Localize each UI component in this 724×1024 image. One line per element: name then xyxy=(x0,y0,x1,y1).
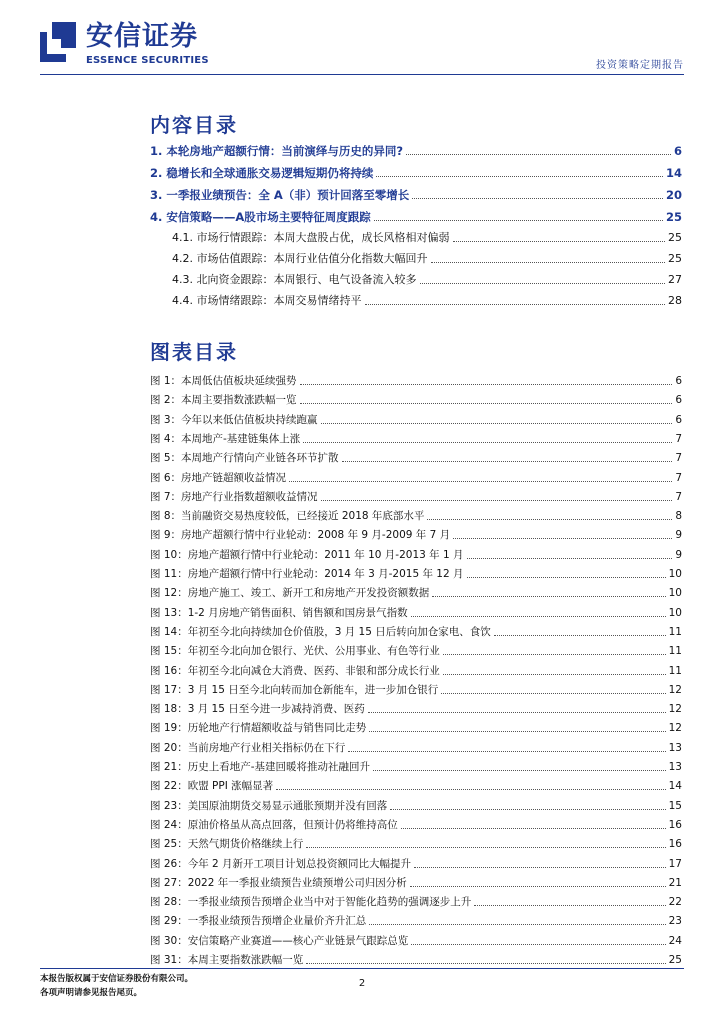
figure-entry-label: 图 6：房地产链超额收益情况 xyxy=(150,471,287,484)
dot-leader xyxy=(453,240,666,242)
figure-entry-page: 14 xyxy=(668,780,682,793)
figure-entry-label: 图 16：年初至今北向减仓大消费、医药、非银和部分成长行业 xyxy=(150,664,440,677)
figure-entry-label: 图 18：3 月 15 日至今进一步减持消费、医药 xyxy=(150,703,365,716)
figure-entry-label: 图 10：房地产超额行情中行业轮动：2011 年 10 月-2013 年 1 月 xyxy=(150,548,464,561)
toc-subentry-page: 27 xyxy=(668,273,682,286)
figure-entry-page: 11 xyxy=(668,664,682,677)
figure-entry-page: 16 xyxy=(668,838,682,851)
figure-entry-label: 图 28：一季报业绩预告预增企业当中对于智能化趋势的强调逐步上升 xyxy=(150,896,472,909)
report-type-label: 投资策略定期报告 xyxy=(596,60,684,71)
figure-entry-label: 图 20：当前房地产行业相关指标仍在下行 xyxy=(150,741,346,754)
figure-entry-label: 图 13：1-2 月房地产销售面积、销售额和国房景气指数 xyxy=(150,606,408,619)
toc-entry[interactable] xyxy=(150,182,682,202)
toc-subentry-page: 28 xyxy=(668,294,682,307)
toc-entry-page: 6 xyxy=(673,144,682,158)
figure-entry-label: 图 8：当前融资交易热度较低，已经接近 2018 年底部水平 xyxy=(150,510,425,523)
figure-entry-page: 12 xyxy=(668,722,682,735)
toc-entry-label: 1. 本轮房地产超额行情：当前演绎与历史的异同? xyxy=(150,144,404,158)
figure-entry[interactable] xyxy=(150,945,682,967)
toc-subentry[interactable] xyxy=(172,225,682,245)
toc-subentry-page: 25 xyxy=(668,252,682,265)
figure-entry-page: 25 xyxy=(668,954,682,966)
dot-leader xyxy=(406,153,671,155)
figure-entry-page: 9 xyxy=(675,529,682,542)
figure-entry-page: 23 xyxy=(668,915,682,928)
figure-entry-page: 11 xyxy=(668,645,682,658)
disclaimer-note: 各项声明请参见报告尾页。 xyxy=(40,988,143,998)
figure-entry-label: 图 31：本周主要指数涨跌幅一览 xyxy=(150,954,304,966)
figure-entry-label: 图 24：原油价格虽从高点回落，但预计仍将维持高位 xyxy=(150,818,398,831)
figure-entry-label: 图 11：房地产超额行情中行业轮动：2014 年 3 月-2015 年 12 月 xyxy=(150,568,464,580)
toc-subentry-page: 25 xyxy=(668,231,682,244)
figure-entry-page: 10 xyxy=(668,587,682,600)
figure-entry-label: 图 4：本周地产-基建链集体上涨 xyxy=(150,432,301,445)
figure-entry-page: 15 xyxy=(668,799,682,812)
figure-entry-page: 22 xyxy=(668,896,682,909)
copyright-note: 本报告版权属于安信证券股份有限公司。 xyxy=(40,974,194,984)
toc-entry[interactable] xyxy=(150,160,682,180)
toc-subentry[interactable] xyxy=(172,267,682,287)
figure-entry-label: 图 7：房地产行业指数超额收益情况 xyxy=(150,490,318,503)
figure-entry-label: 图 17：3 月 15 日至今北向转而加仓新能车，进一步加仓银行 xyxy=(150,683,439,696)
figure-entry-page: 6 xyxy=(675,394,682,407)
figure-entry-page: 13 xyxy=(668,741,682,754)
figure-entry-page: 6 xyxy=(675,413,682,426)
dot-leader xyxy=(412,197,663,199)
toc-subentry-label: 4.3. 北向资金跟踪：本周银行、电气设备流入较多 xyxy=(172,273,417,286)
figure-entry-page: 7 xyxy=(675,490,682,503)
dot-leader xyxy=(365,303,666,305)
figure-entry-label: 图 23：美国原油期货交易显示通胀预期并没有回落 xyxy=(150,799,388,812)
toc-entry-page: 25 xyxy=(665,210,682,224)
figure-entry-page: 11 xyxy=(668,625,682,638)
figure-entry-page: 16 xyxy=(668,818,682,831)
toc-subentry-label: 4.1. 市场行情跟踪：本周大盘股占优，成长风格相对偏弱 xyxy=(172,231,450,244)
report-header xyxy=(0,0,724,80)
brand-name-cn: 安信证券 xyxy=(86,21,198,52)
dot-leader xyxy=(306,962,665,964)
figure-entry-page: 12 xyxy=(668,683,682,696)
figure-entry-page: 10 xyxy=(668,606,682,619)
figure-entry-label: 图 26：今年 2 月新开工项目计划总投资额同比大幅提升 xyxy=(150,857,412,870)
figure-entry-label: 图 22：欧盟 PPI 涨幅显著 xyxy=(150,780,274,793)
toc-subentry[interactable] xyxy=(172,288,682,308)
figure-entry-label: 图 14：年初至今北向持续加仓价值股，3 月 15 日后转向加仓家电、食饮 xyxy=(150,625,491,638)
dot-leader xyxy=(420,282,666,284)
brand-name-en: ESSENCE SECURITIES xyxy=(86,55,209,66)
figure-entry-page: 8 xyxy=(675,510,682,523)
figure-entry-label: 图 27：2022 年一季报业绩预告业绩预增公司归因分析 xyxy=(150,876,407,889)
figure-entry-label: 图 2：本周主要指数涨跌幅一览 xyxy=(150,394,297,407)
figure-entry-page: 13 xyxy=(668,761,682,773)
figure-entry-page: 6 xyxy=(675,375,682,387)
toc-entry-page: 20 xyxy=(665,188,682,202)
figure-entry-page: 17 xyxy=(668,857,682,870)
toc-entry-page: 14 xyxy=(665,166,682,180)
toc-title: 内容目录 xyxy=(150,113,238,137)
figure-entry-page: 9 xyxy=(675,548,682,561)
toc-subentry[interactable] xyxy=(172,246,682,266)
figure-entry-label: 图 15：年初至今北向加仓银行、光伏、公用事业、有色等行业 xyxy=(150,645,440,658)
figure-entry-label: 图 19：历轮地产行情超额收益与销售同比走势 xyxy=(150,722,367,735)
figure-list-title: 图表目录 xyxy=(150,340,238,364)
toc-entry[interactable] xyxy=(150,138,682,158)
figure-entry-label: 图 25：天然气期货价格继续上行 xyxy=(150,838,304,851)
essence-logo-icon xyxy=(40,22,78,64)
figure-entry-label: 图 30：安信策略产业赛道——核心产业链景气跟踪总览 xyxy=(150,934,409,947)
figure-entry-label: 图 1：本周低估值板块延续强势 xyxy=(150,375,297,387)
figure-entry-page: 7 xyxy=(675,432,682,445)
toc-entry-label: 3. 一季报业绩预告：全 A（非）预计回落至零增长 xyxy=(150,188,410,202)
toc-entry-label: 2. 稳增长和全球通胀交易逻辑短期仍将持续 xyxy=(150,166,374,180)
figure-entry-label: 图 9：房地产超额行情中行业轮动：2008 年 9 月-2009 年 7 月 xyxy=(150,529,451,542)
figure-entry-page: 12 xyxy=(668,703,682,716)
footer-divider xyxy=(40,968,684,969)
page-number: 2 xyxy=(358,978,366,989)
figure-entry-label: 图 5：本周地产行情向产业链各环节扩散 xyxy=(150,452,339,465)
figure-entry-page: 24 xyxy=(668,934,682,947)
dot-leader xyxy=(431,261,666,263)
header-divider xyxy=(40,74,684,75)
figure-entry-label: 图 3：今年以来低估值板块持续跑赢 xyxy=(150,413,318,426)
toc-subentry-label: 4.4. 市场情绪跟踪：本周交易情绪持平 xyxy=(172,294,362,307)
figure-entry-page: 21 xyxy=(668,876,682,889)
dot-leader xyxy=(376,175,663,177)
toc-entry[interactable] xyxy=(150,204,682,224)
toc-entry-label: 4. 安信策略——A股市场主要特征周度跟踪 xyxy=(150,210,371,224)
figure-entry-label: 图 21：历史上看地产-基建回暖将推动社融回升 xyxy=(150,761,370,773)
toc-subentry-label: 4.2. 市场估值跟踪：本周行业估值分化指数大幅回升 xyxy=(172,252,428,265)
figure-entry-label: 图 29：一季报业绩预告预增企业量价齐升汇总 xyxy=(150,915,367,928)
figure-entry-page: 10 xyxy=(668,568,682,580)
dot-leader xyxy=(374,219,663,221)
figure-entry-label: 图 12：房地产施工、竣工、新开工和房地产开发投资额数据 xyxy=(150,587,430,600)
figure-entry-page: 7 xyxy=(675,452,682,465)
figure-entry-page: 7 xyxy=(675,471,682,484)
